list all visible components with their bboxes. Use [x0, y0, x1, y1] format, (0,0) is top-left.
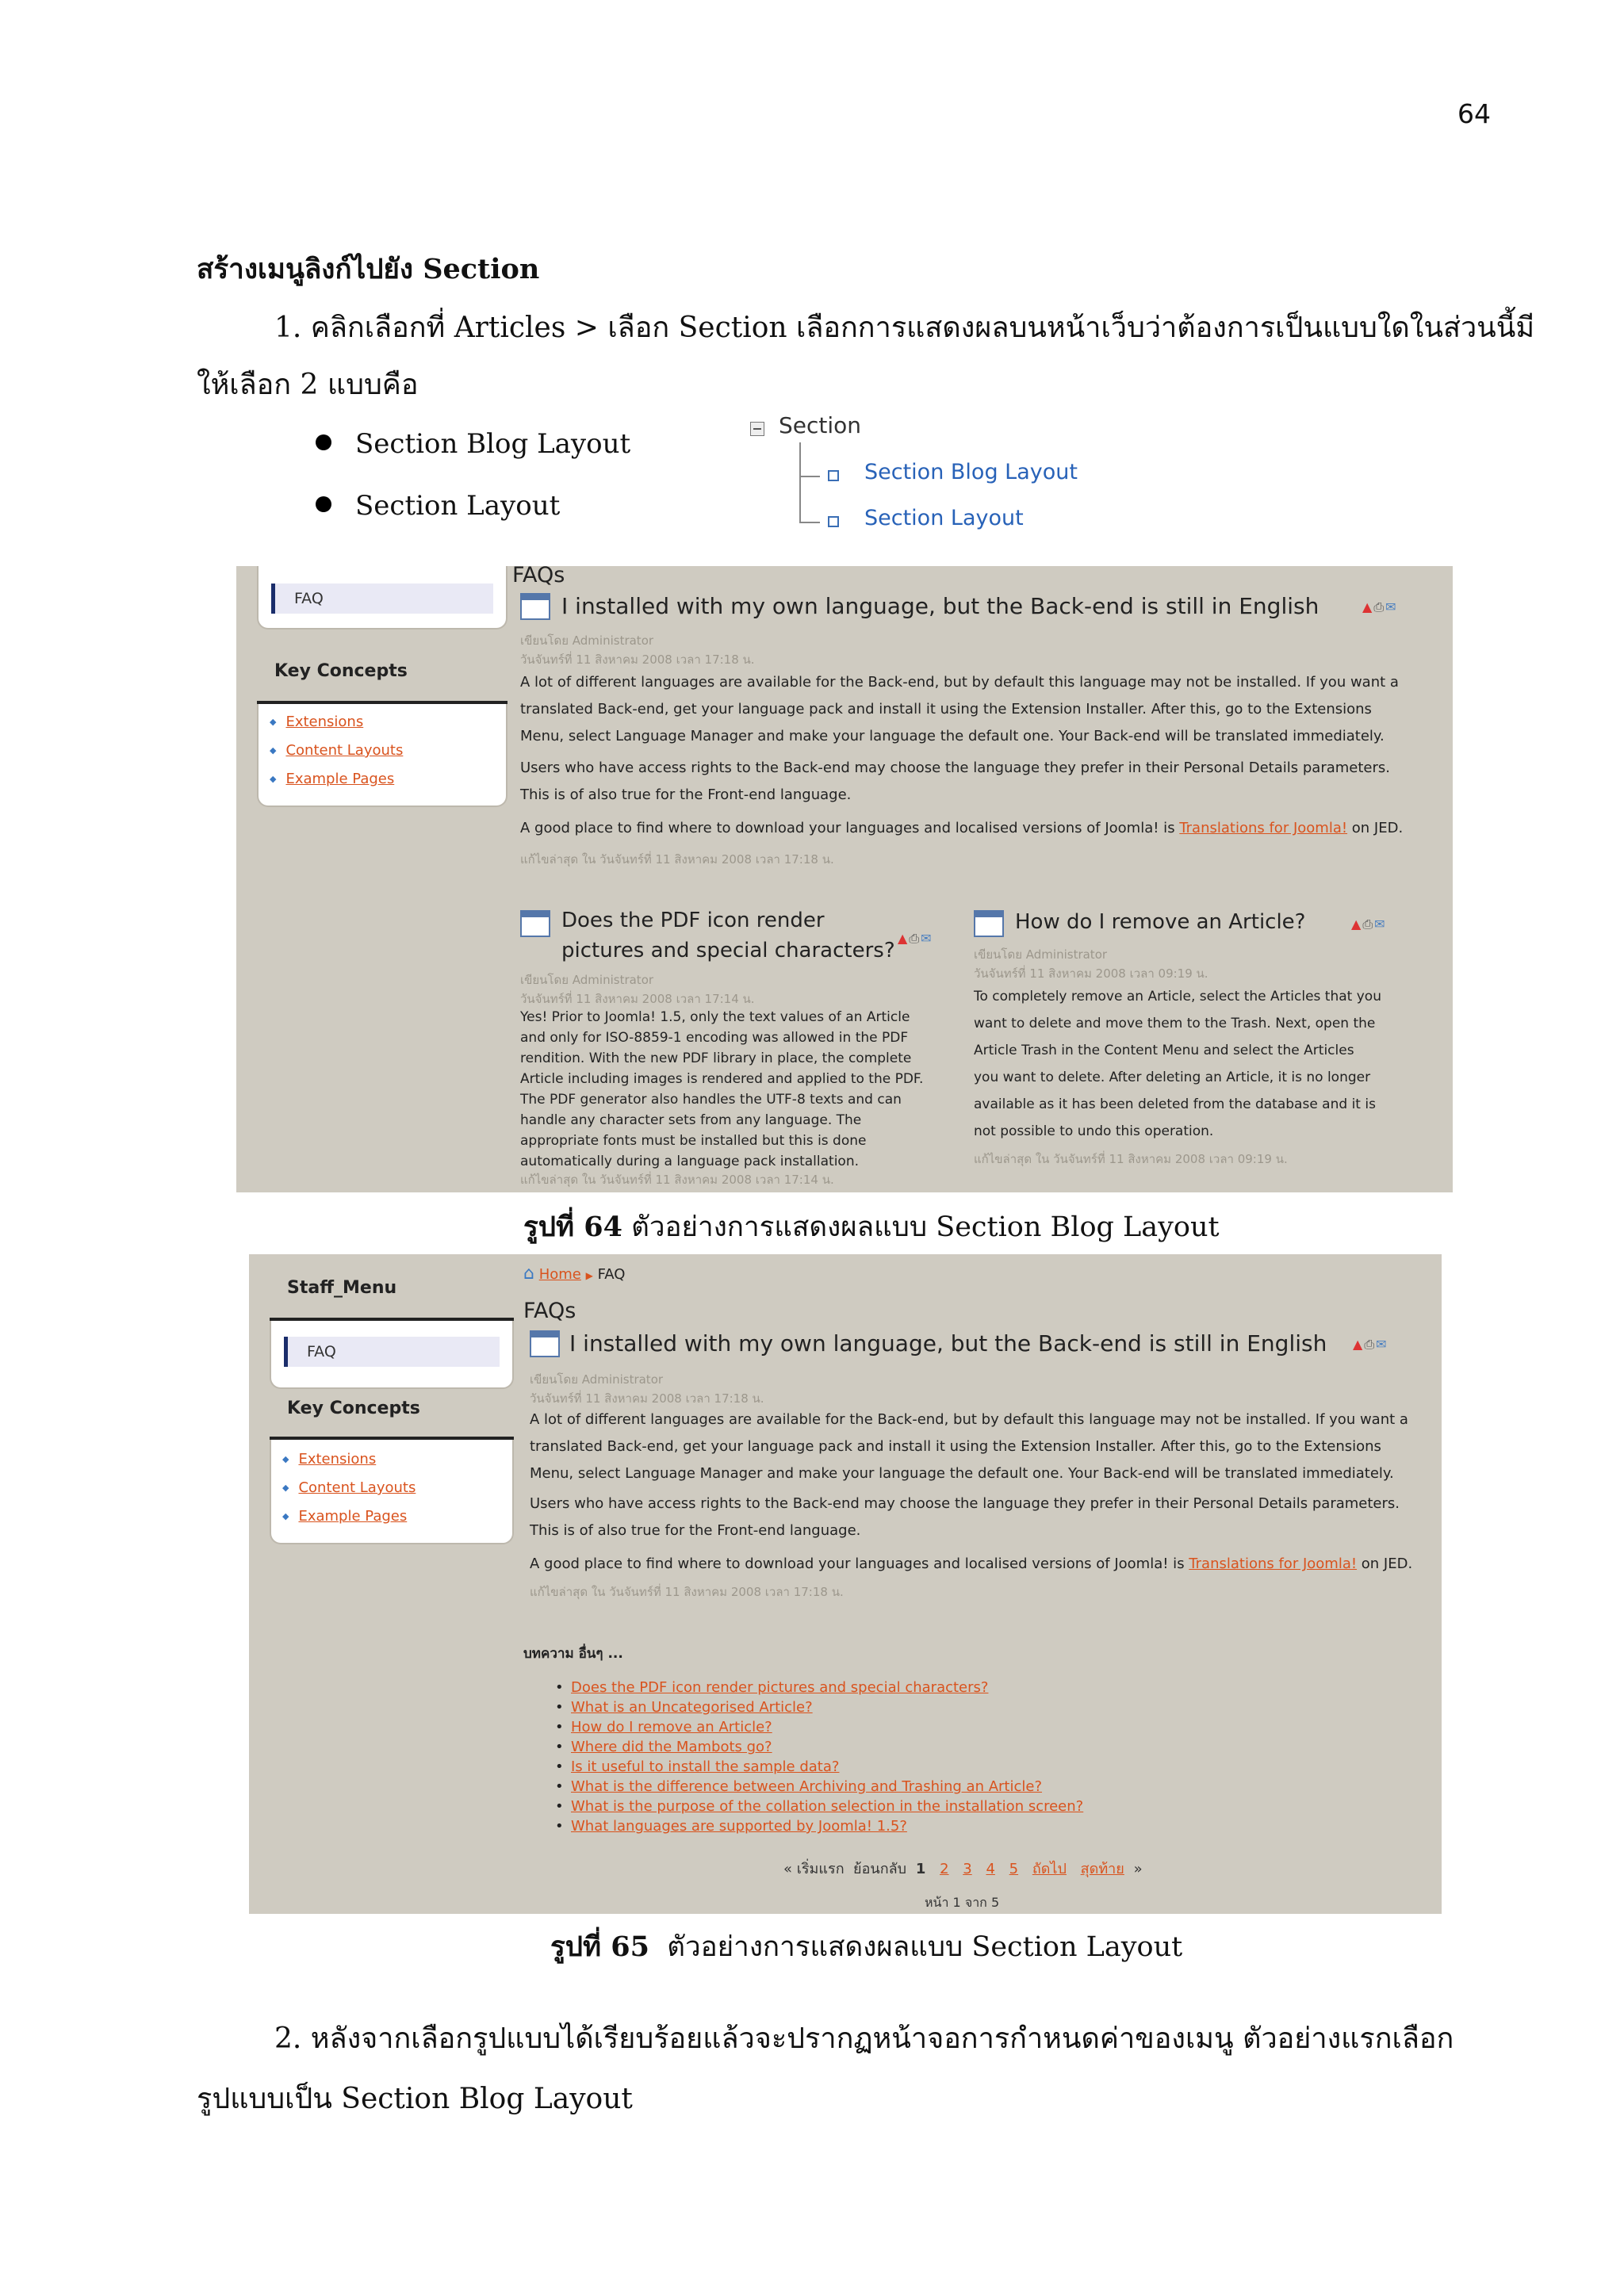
title-line: Does the PDF icon render: [561, 909, 825, 932]
article-modified: แก้ไขล่าสุด ใน วันจันทร์ที่ 11 สิงหาคม 2008 เวลา 17:18 น.: [530, 1585, 844, 1599]
article-paragraph: [520, 815, 1403, 842]
article-date: วันจันทร์ที่ 11 สิงหาคม 2008 เวลา 09:19 น.: [974, 966, 1208, 981]
article-author: เขียนโดย Administrator: [530, 1372, 664, 1387]
section-heading: สร้างเมนูลิงก์ไปยัง Section: [197, 253, 540, 285]
pagination: [783, 1857, 1143, 1880]
tree-connector: [799, 476, 820, 477]
bullet-text: Section Blog Layout: [355, 428, 631, 460]
article-title: [561, 905, 895, 966]
pager-current: 1: [915, 1861, 926, 1877]
pdf-icon[interactable]: ▲: [1353, 1337, 1365, 1352]
article-modified: แก้ไขล่าสุด ใน วันจันทร์ที่ 11 สิงหาคม 2008 เวลา 17:14 น.: [520, 1173, 834, 1187]
list-item[interactable]: • Where did the Mambots go?: [555, 1737, 1083, 1757]
caption-label: รูปที่ 65: [550, 1931, 649, 1963]
key-concepts-title: Key Concepts: [287, 1399, 420, 1418]
article-icon: [520, 910, 550, 937]
link-content-layouts[interactable]: ◆ Content Layouts: [270, 737, 403, 766]
tree-node-icon: [828, 516, 839, 527]
email-icon[interactable]: ✉: [1385, 599, 1398, 614]
list-item[interactable]: • What is the difference between Archiving and Trashing an Article?: [555, 1777, 1083, 1797]
article-author: เขียนโดย Administrator: [974, 947, 1108, 962]
step2-line1: 2. หลังจากเลือกรูปแบบได้เรียบร้อยแล้วจะปรากฏหน้าจอการกำหนดค่าของเมนู ตัวอย่างแรกเลือก: [274, 2022, 1454, 2055]
article-date: วันจันทร์ที่ 11 สิงหาคม 2008 เวลา 17:14 น.: [520, 992, 755, 1006]
article-tools: [898, 931, 933, 947]
bullet-item: [316, 428, 630, 460]
list-item[interactable]: • Does the PDF icon render pictures and special characters?: [555, 1678, 1083, 1697]
article-date: วันจันทร์ที่ 11 สิงหาคม 2008 เวลา 17:18 น.: [520, 652, 755, 667]
bullet-text: Section Layout: [355, 490, 561, 522]
caption-text: ตัวอย่างการแสดงผลแบบ Section Layout: [667, 1931, 1183, 1963]
pager-page-5[interactable]: 5: [1009, 1861, 1019, 1877]
text-line: translated Back-end, get your language pack and install it using the Extension Installer. After this, go to the Extensions: [520, 701, 1372, 718]
email-icon[interactable]: ✉: [921, 931, 933, 946]
list-item[interactable]: • What is the purpose of the collation selection in the installation screen?: [555, 1797, 1083, 1816]
text-line: This is of also true for the Front-end language.: [530, 1522, 861, 1539]
text-span: on JED.: [1347, 820, 1404, 836]
article-paragraph: [974, 983, 1381, 1145]
tree-item-section-blog-layout[interactable]: Section Blog Layout: [864, 460, 1078, 484]
text-line: and only for ISO-8859-1 encoding was allowed in the PDF: [520, 1030, 909, 1046]
article-date: วันจันทร์ที่ 11 สิงหาคม 2008 เวลา 17:18 น.: [530, 1391, 764, 1406]
step1-line2: ให้เลือก 2 แบบคือ: [197, 369, 419, 401]
text-line: The PDF generator also handles the UTF-8 texts and can: [520, 1092, 902, 1108]
caption-label: รูปที่ 64: [523, 1211, 622, 1243]
link-content-layouts[interactable]: ◆ Content Layouts: [282, 1475, 416, 1503]
key-concepts-box: [257, 704, 508, 807]
print-icon[interactable]: ⎙: [1364, 1337, 1377, 1352]
translations-link[interactable]: Translations for Joomla!: [1189, 1556, 1358, 1572]
article-modified: แก้ไขล่าสุด ใน วันจันทร์ที่ 11 สิงหาคม 2008 เวลา 17:18 น.: [520, 852, 834, 867]
text-line: To completely remove an Article, select the Articles that you: [974, 989, 1381, 1004]
text-span: on JED.: [1357, 1556, 1413, 1572]
email-icon[interactable]: ✉: [1376, 1337, 1388, 1352]
text-span: A good place to find where to download your languages and localised versions of Joomla! is: [530, 1556, 1189, 1572]
tree-root-label: Section: [779, 412, 862, 438]
text-line: appropriate fonts must be installed but this is done: [520, 1133, 867, 1149]
article-paragraph: [520, 755, 1390, 809]
article-meta: [974, 945, 1208, 983]
pdf-icon[interactable]: ▲: [1351, 916, 1363, 932]
figure-65-screenshot: [249, 1254, 1442, 1914]
article-paragraph: [530, 1490, 1400, 1544]
article-tools: [1353, 1337, 1388, 1353]
pdf-icon[interactable]: ▲: [898, 931, 910, 946]
pager-end: »: [1133, 1861, 1143, 1877]
link-example-pages[interactable]: ◆ Example Pages: [282, 1503, 416, 1532]
list-item[interactable]: • What languages are supported by Joomla! 1.5?: [555, 1816, 1083, 1836]
article-tools: [1362, 599, 1398, 615]
page-number: 64: [1457, 98, 1491, 129]
article-paragraph: [530, 1406, 1408, 1487]
article-title: I installed with my own language, but the Back-end is still in English: [561, 593, 1320, 619]
key-concepts-box: [270, 1440, 514, 1544]
sidebar-menu-box: [257, 566, 508, 629]
article-meta: [520, 631, 755, 669]
text-line: available as it has been deleted from the database and it is: [974, 1096, 1376, 1112]
text-line: Menu, select Language Manager and make your language the default one. Your Back-end will be translated immediately.: [520, 728, 1385, 744]
link-extensions[interactable]: ◆ Extensions: [270, 709, 403, 737]
article-title: How do I remove an Article?: [1015, 910, 1306, 934]
article-meta: [520, 970, 755, 1008]
section-tree: [750, 412, 1083, 539]
breadcrumb-current: FAQ: [597, 1266, 626, 1283]
breadcrumb: [523, 1264, 625, 1284]
key-concepts-list: [270, 709, 403, 794]
text-line: Article including images is rendered and applied to the PDF.: [520, 1071, 924, 1087]
text-line: Users who have access rights to the Back-end may choose the language they prefer in their Personal Details parameters.: [520, 760, 1390, 776]
figure-64-screenshot: [236, 566, 1453, 1192]
article-paragraph: [520, 1007, 923, 1172]
print-icon[interactable]: ⎙: [909, 931, 921, 946]
caption-text: ตัวอย่างการแสดงผลแบบ Section Blog Layout: [631, 1211, 1220, 1243]
text-line: not possible to undo this operation.: [974, 1123, 1214, 1139]
key-concepts-list: [282, 1446, 416, 1532]
translations-link[interactable]: Translations for Joomla!: [1179, 820, 1348, 836]
pager-next[interactable]: ถัดไป: [1032, 1861, 1067, 1877]
text-line: Article Trash in the Content Menu and select the Articles: [974, 1043, 1354, 1058]
bullet-dot: [316, 434, 331, 450]
tree-connector: [799, 522, 820, 523]
article-author: เขียนโดย Administrator: [520, 633, 654, 648]
chevron-right-icon: ▶: [585, 1270, 593, 1281]
text-line: automatically during a language pack installation.: [520, 1154, 859, 1169]
list-item[interactable]: • How do I remove an Article?: [555, 1717, 1083, 1737]
text-line: rendition. With the new PDF library in place, the complete: [520, 1050, 912, 1066]
home-icon[interactable]: ⌂: [523, 1264, 534, 1284]
step2-line2: รูปแบบเป็น Section Blog Layout: [197, 2083, 633, 2115]
link-extensions[interactable]: ◆ Extensions: [282, 1446, 416, 1475]
text-span: A good place to find where to download your languages and localised versions of Joomla! is: [520, 820, 1180, 836]
pager-page-3[interactable]: 3: [963, 1861, 972, 1877]
tree-connector: [799, 442, 801, 523]
article-modified: แก้ไขล่าสุด ใน วันจันทร์ที่ 11 สิงหาคม 2008 เวลา 09:19 น.: [974, 1152, 1288, 1166]
figure-64-caption: [523, 1205, 1220, 1249]
text-line: you want to delete. After deleting an Article, it is no longer: [974, 1070, 1371, 1085]
article-icon: [530, 1330, 560, 1357]
pager-last[interactable]: สุดท้าย: [1080, 1861, 1124, 1877]
link-example-pages[interactable]: ◆ Example Pages: [270, 766, 403, 794]
sidebar-item-faq[interactable]: FAQ: [284, 1337, 500, 1367]
list-item[interactable]: • What is an Uncategorised Article?: [555, 1697, 1083, 1717]
text-line: want to delete and move them to the Trash. Next, open the: [974, 1016, 1376, 1031]
bullet-dot: [316, 496, 331, 512]
title-line: pictures and special characters?: [561, 939, 895, 962]
text-line: handle any character sets from any language. The: [520, 1112, 862, 1128]
faqs-title: FAQs: [523, 1299, 576, 1323]
tree-item-section-layout[interactable]: Section Layout: [864, 506, 1024, 530]
article-paragraph: [530, 1551, 1412, 1578]
key-concepts-title: Key Concepts: [274, 661, 408, 681]
breadcrumb-home-link[interactable]: Home: [538, 1266, 581, 1283]
email-icon[interactable]: ✉: [1374, 916, 1387, 932]
step1-line1: 1. คลิกเลือกที่ Articles > เลือก Section เลือกการแสดงผลบนหน้าเว็บว่าต้องการเป็นแบบใดในส่วนนี้มี: [274, 312, 1535, 344]
collapse-icon[interactable]: [750, 422, 764, 436]
print-icon[interactable]: ⎙: [1373, 599, 1386, 614]
staff-menu-title: Staff_Menu: [287, 1278, 397, 1298]
article-author: เขียนโดย Administrator: [520, 973, 654, 987]
page-of-label: หน้า 1 จาก 5: [925, 1895, 1000, 1910]
faqs-title: FAQs: [512, 566, 565, 587]
article-meta: [530, 1370, 764, 1408]
bullet-item: [316, 490, 560, 522]
text-line: A lot of different languages are available for the Back-end, but by default this language may not be installed. If you want a: [520, 674, 1399, 691]
pager-prev: ย้อนกลับ: [853, 1861, 907, 1877]
pager-first: « เริ่มแรก: [783, 1861, 845, 1877]
article-tools: [1351, 916, 1387, 932]
pager-page-2[interactable]: 2: [940, 1861, 949, 1877]
text-line: This is of also true for the Front-end language.: [520, 786, 852, 803]
text-line: A lot of different languages are available for the Back-end, but by default this language may not be installed. If you want a: [530, 1411, 1408, 1428]
article-icon: [520, 593, 550, 620]
other-articles-title: บทความ อื่นๆ ...: [523, 1646, 623, 1662]
sidebar-item-faq[interactable]: FAQ: [271, 584, 493, 614]
tree-node-icon: [828, 470, 839, 481]
figure-65-caption: [550, 1925, 1182, 1969]
pdf-icon[interactable]: ▲: [1362, 599, 1374, 614]
sidebar-menu-box: [270, 1321, 514, 1389]
other-articles-list: [555, 1678, 1083, 1836]
list-item[interactable]: • Is it useful to install the sample data?: [555, 1757, 1083, 1777]
article-icon: [974, 910, 1004, 937]
print-icon[interactable]: ⎙: [1362, 916, 1375, 932]
text-line: Menu, select Language Manager and make your language the default one. Your Back-end will be translated immediately.: [530, 1465, 1394, 1482]
text-line: translated Back-end, get your language pack and install it using the Extension Installer. After this, go to the Extensions: [530, 1438, 1381, 1455]
pager-page-4[interactable]: 4: [986, 1861, 995, 1877]
article-paragraph: [520, 669, 1399, 750]
text-line: Users who have access rights to the Back-end may choose the language they prefer in their Personal Details parameters.: [530, 1495, 1400, 1512]
article-title: I installed with my own language, but the Back-end is still in English: [569, 1330, 1327, 1357]
text-line: Yes! Prior to Joomla! 1.5, only the text values of an Article: [520, 1009, 910, 1025]
